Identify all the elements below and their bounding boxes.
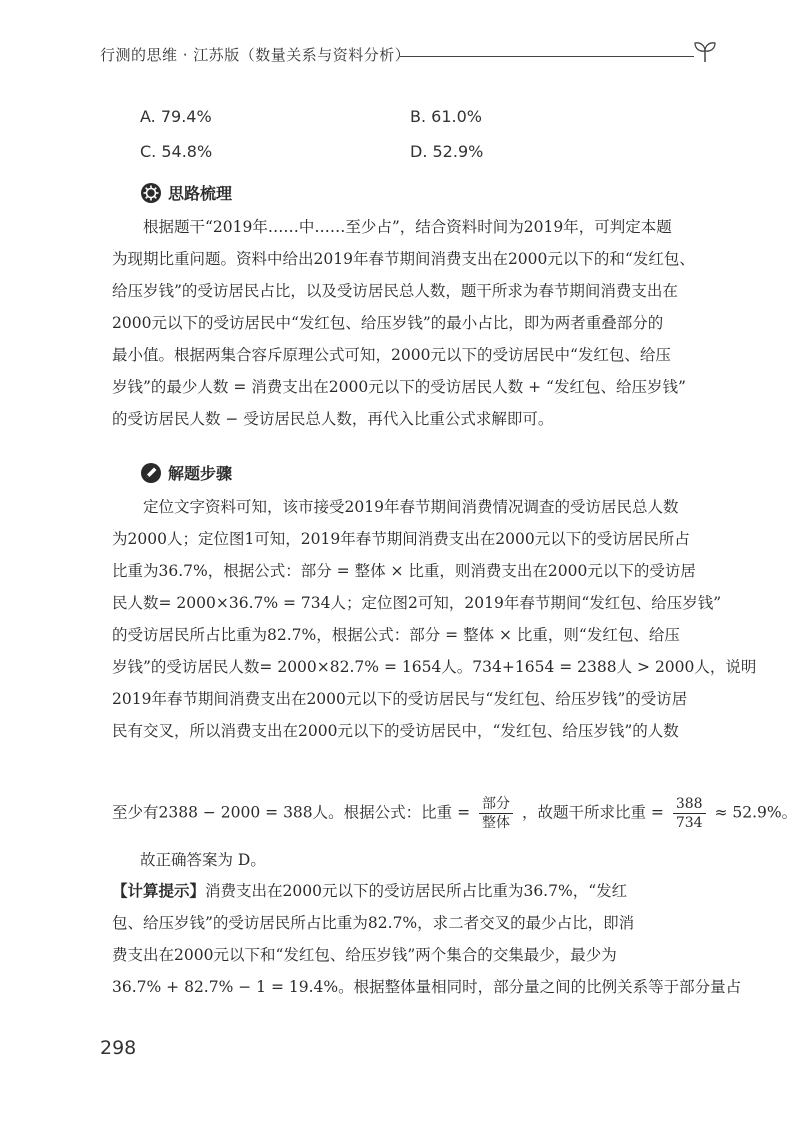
analysis-paragraph — [112, 211, 712, 435]
formula-prefix: 至少有2388 − 2000 = 388人。根据公式：比重 = — [112, 803, 471, 822]
running-header — [100, 42, 720, 72]
option-a: A. 79.4% — [140, 107, 212, 126]
text-line: 定位文字资料可知，该市接受2019年春节期间消费情况调查的受访居民总人数 — [112, 498, 679, 516]
pencil-icon — [140, 462, 162, 484]
fraction-numerator: 部分 — [479, 795, 513, 814]
option-b: B. 61.0% — [410, 107, 482, 126]
option-c: C. 54.8% — [140, 142, 213, 161]
text-line: 比重为36.7%，根据公式：部分 = 整体 × 比重，则消费支出在2000元以下的受访居 — [112, 562, 696, 580]
text-line: 2019年春节期间消费支出在2000元以下的受访居民与“发红包、给压岁钱”的受访居 — [112, 690, 688, 708]
fraction-part-whole — [479, 795, 513, 832]
text-line: 的受访居民所占比重为82.7%，根据公式：部分 = 整体 × 比重，则“发红包、给压 — [112, 626, 680, 644]
header-rule — [400, 56, 694, 57]
section-heading-analysis — [140, 181, 232, 204]
fraction-numerator: 388 — [673, 795, 706, 814]
text-line: 民有交叉，所以消费支出在2000元以下的受访居民中，“发红包、给压岁钱”的人数 — [112, 722, 679, 740]
fraction-result — [673, 795, 706, 832]
text-line: 的受访居民人数 − 受访居民总人数，再代入比重公式求解即可。 — [112, 410, 554, 428]
sprout-icon — [692, 38, 718, 64]
correct-answer: 故正确答案为 D。 — [140, 851, 266, 869]
formula-middle: ，故题干所求比重 = — [521, 803, 664, 822]
fraction-denominator: 734 — [675, 815, 703, 831]
page-number: 298 — [100, 1037, 137, 1059]
text-line: 包、给压岁钱”的受访居民所占比重为82.7%，求二者交叉的最少占比，即消 — [112, 914, 635, 932]
tip-label: 【计算提示】 — [112, 882, 206, 900]
header-title: 行测的思维 · 江苏版（数量关系与资料分析） — [100, 46, 411, 64]
text-line — [112, 875, 712, 907]
text-line: 为2000人；定位图1可知，2019年春节期间消费支出在2000元以下的受访居民所占 — [112, 530, 690, 548]
formula-suffix: ≈ 52.9%。 — [714, 803, 798, 822]
section-heading-solution — [140, 461, 232, 484]
calculation-tip — [112, 875, 742, 1003]
text-line: 最小值。根据两集合容斥原理公式可知，2000元以下的受访居民中“发红包、给压 — [112, 346, 671, 364]
fraction-denominator: 整体 — [482, 815, 511, 831]
option-d: D. 52.9% — [410, 142, 484, 161]
gear-icon — [140, 182, 162, 204]
tip-first-line: 消费支出在2000元以下的受访居民所占比重为36.7%，“发红 — [205, 882, 628, 900]
text-line: 民人数= 2000×36.7% = 734人；定位图2可知，2019年春节期间“发红包、给压岁钱” — [112, 594, 722, 612]
text-line: 费支出在2000元以下和“发红包、给压岁钱”两个集合的交集最少，最少为 — [112, 946, 617, 964]
formula-line — [112, 795, 798, 832]
text-line: 为现期比重问题。资料中给出2019年春节期间消费支出在2000元以下的和“发红包、 — [112, 250, 695, 268]
text-line: 岁钱”的最少人数 = 消费支出在2000元以下的受访居民人数 + “发红包、给压岁钱” — [112, 378, 686, 396]
text-line: 给压岁钱”的受访居民占比，以及受访居民总人数，题干所求为春节期间消费支出在 — [112, 282, 678, 300]
section-title: 解题步骤 — [168, 464, 233, 483]
solution-paragraph — [112, 491, 757, 747]
section-title: 思路梳理 — [168, 184, 233, 203]
text-line: 根据题干“2019年……中……至少占”，结合资料时间为2019年，可判定本题 — [112, 218, 672, 236]
text-line: 36.7% + 82.7% − 1 = 19.4%。根据整体量相同时，部分量之间的比例关系等于部分量占 — [112, 978, 742, 996]
text-line: 岁钱”的受访居民人数= 2000×82.7% = 1654人。734+1654 = 2388人 > 2000人，说明 — [112, 658, 757, 676]
text-line: 2000元以下的受访居民中“发红包、给压岁钱”的最小占比，即为两者重叠部分的 — [112, 314, 664, 332]
